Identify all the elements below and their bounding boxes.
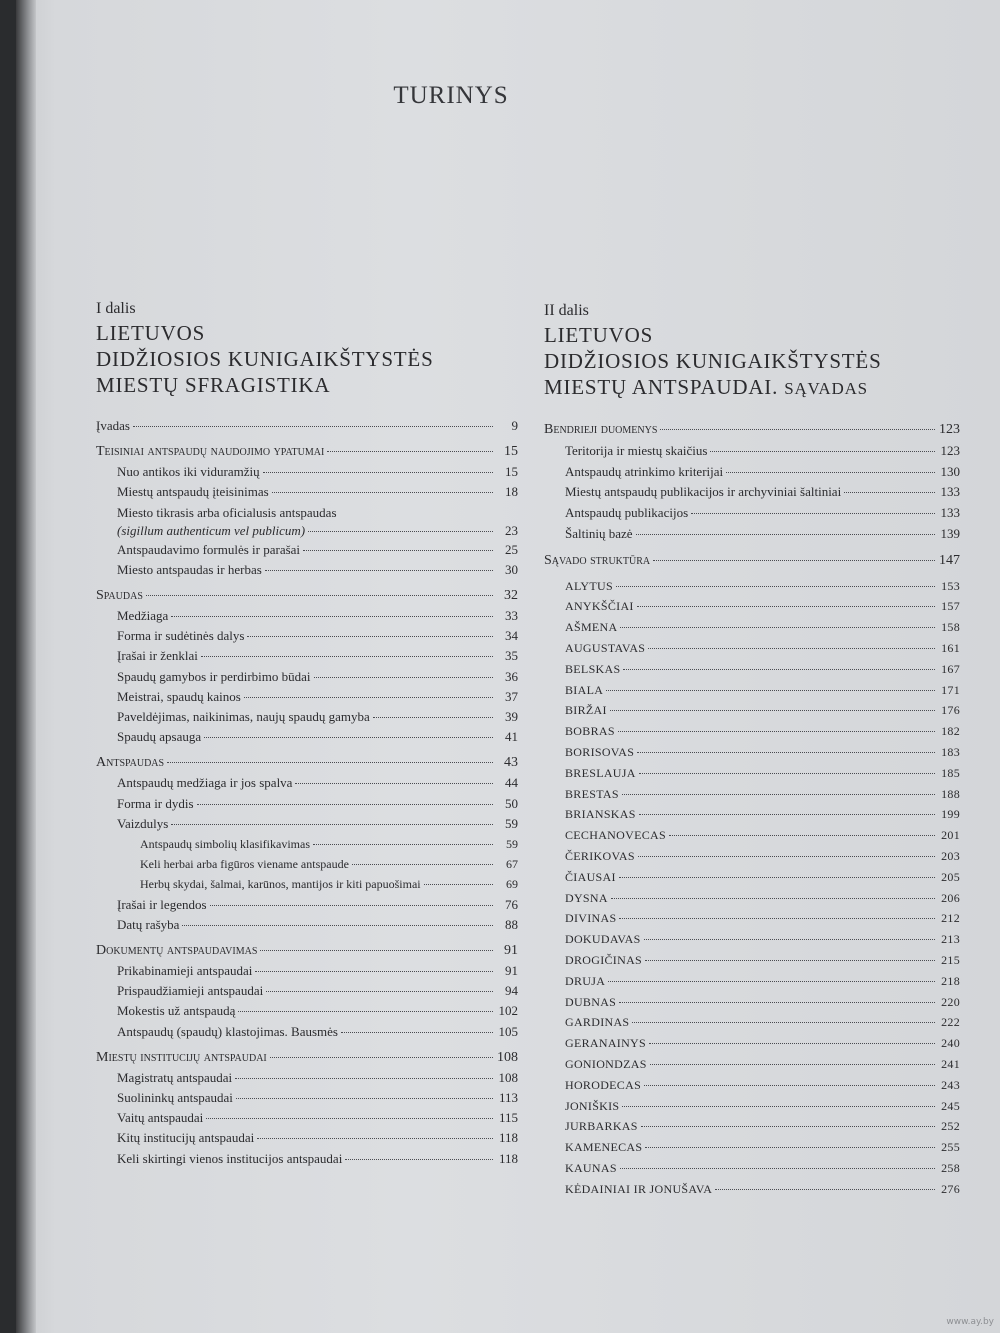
toc-entry[interactable]: Keli skirtingi vienos institucijos antspaudai 118 [117, 1150, 518, 1166]
book-page [16, 0, 1000, 1333]
toc-entry[interactable]: Antspaudų (spaudų) klastojimas. Bausmės 105 [117, 1023, 518, 1039]
part-two-title-line: LIETUVOS [544, 323, 654, 347]
toc-entry[interactable]: Medžiaga 33 [117, 608, 518, 624]
toc-city[interactable]: KĖDAINIAI IR JONUŠAVA 276 [565, 1181, 960, 1196]
toc-entry[interactable]: Teritorija ir miestų skaičius 123 [565, 442, 960, 458]
toc-city[interactable]: AUGUSTAVAS 161 [565, 640, 960, 655]
toc-entry[interactable]: Mokestis už antspaudą 102 [117, 1003, 518, 1019]
toc-entry[interactable]: Kitų institucijų antspaudai 118 [117, 1130, 518, 1146]
toc-entry[interactable]: Miestų antspaudų publikacijos ir archyviniai šaltiniai 133 [565, 484, 960, 500]
toc-entry[interactable]: Datų rašyba 88 [117, 916, 518, 932]
toc-city[interactable]: DOKUDAVAS 213 [565, 932, 960, 947]
toc-city[interactable]: ALYTUS 153 [565, 578, 960, 593]
toc-subentry[interactable]: Keli herbai arba figūros viename antspaude 67 [140, 857, 518, 872]
part-one-label: I dalis [96, 300, 136, 317]
toc-city[interactable]: GARDINAS 222 [565, 1015, 960, 1030]
part-one-toc [96, 416, 518, 1169]
toc-entry[interactable]: Suolininkų antspaudai 113 [117, 1090, 518, 1106]
toc-city[interactable]: BRIANSKAS 199 [565, 807, 960, 822]
toc-entry[interactable]: Antspaudų publikacijos 133 [565, 505, 960, 521]
toc-city[interactable]: DROGIČINAS 215 [565, 952, 960, 967]
toc-section[interactable]: Bendrieji duomenys 123 [544, 422, 960, 437]
page-title: TURINYS [393, 82, 509, 109]
toc-entry[interactable]: Antspaudavimo formulės ir parašai 25 [117, 541, 518, 557]
toc-section[interactable]: Teisiniai antspaudų naudojimo ypatumai 15 [96, 444, 518, 460]
part-one-title-line: LIETUVOS [96, 321, 206, 345]
toc-city[interactable]: BIALA 171 [565, 682, 960, 697]
toc-entry[interactable]: Nuo antikos iki viduramžių 15 [117, 464, 518, 480]
part-two-label: II dalis [544, 302, 589, 319]
toc-subentry[interactable]: Antspaudų simbolių klasifikavimas 59 [140, 837, 518, 852]
toc-entry[interactable]: Įvadas 9 [96, 418, 518, 433]
toc-section[interactable]: Antspaudas 43 [96, 755, 518, 771]
toc-entry[interactable]: Prikabinamieji antspaudai 91 [117, 963, 518, 979]
toc-subentry[interactable]: Herbų skydai, šalmai, karūnos, mantijos ir kiti papuošimai 69 [140, 877, 518, 892]
toc-entry[interactable]: Spaudų gamybos ir perdirbimo būdai 36 [117, 668, 518, 684]
part-two-toc [544, 420, 960, 1199]
toc-entry[interactable]: Spaudų apsauga 41 [117, 729, 518, 745]
part-one-title-line: DIDŽIOSIOS KUNIGAIKŠTYSTĖS [96, 347, 434, 371]
toc-city[interactable]: DIVINAS 212 [565, 911, 960, 926]
part-one-title-line: MIESTŲ SFRAGISTIKA [96, 373, 331, 397]
toc-city[interactable]: DUBNAS 220 [565, 994, 960, 1009]
toc-entry[interactable]: Forma ir dydis 50 [117, 795, 518, 811]
toc-city[interactable]: ČIAUSAI 205 [565, 869, 960, 884]
toc-city[interactable]: BRESLAUJA 185 [565, 765, 960, 780]
toc-entry[interactable]: Antspaudų atrinkimo kriterijai 130 [565, 463, 960, 479]
toc-entry[interactable]: Forma ir sudėtinės dalys 34 [117, 628, 518, 644]
toc-city[interactable]: DRUJA 218 [565, 973, 960, 988]
toc-city[interactable]: BRESTAS 188 [565, 786, 960, 801]
toc-entry[interactable]: Miestų antspaudų įteisinimas 18 [117, 484, 518, 500]
toc-city[interactable]: GERANAINYS 240 [565, 1036, 960, 1051]
toc-city[interactable]: BIRŽAI 176 [565, 703, 960, 718]
toc-city[interactable]: JURBARKAS 252 [565, 1119, 960, 1134]
watermark: www.ay.by [946, 1317, 994, 1327]
toc-city[interactable]: GONIONDZAS 241 [565, 1056, 960, 1071]
toc-entry[interactable]: Įrašai ir ženklai 35 [117, 648, 518, 664]
toc-entry-continued[interactable]: (sigillum authenticum vel publicum) 23 [117, 522, 518, 538]
toc-city[interactable]: AŠMENA 158 [565, 620, 960, 635]
toc-entry[interactable]: Vaitų antspaudai 115 [117, 1110, 518, 1126]
toc-entry[interactable]: Miesto antspaudas ir herbas 30 [117, 561, 518, 577]
toc-city[interactable]: BORISOVAS 183 [565, 744, 960, 759]
toc-city[interactable]: CECHANOVECAS 201 [565, 828, 960, 843]
toc-entry[interactable]: Įrašai ir legendos 76 [117, 896, 518, 912]
toc-section[interactable]: Sąvado struktūra 147 [544, 552, 960, 568]
toc-city[interactable]: ANYKŠČIAI 157 [565, 599, 960, 614]
toc-section[interactable]: Spaudas 32 [96, 588, 518, 604]
part-one-column [96, 300, 518, 1169]
part-one-title [96, 320, 518, 398]
toc-city[interactable]: KAMENECAS 255 [565, 1140, 960, 1155]
toc-entry[interactable]: Miesto tikrasis arba oficialusis antspaudas [117, 504, 337, 520]
toc-city[interactable]: BELSKAS 167 [565, 661, 960, 676]
toc-city[interactable]: BOBRAS 182 [565, 724, 960, 739]
toc-city[interactable]: DYSNA 206 [565, 890, 960, 905]
toc-entry[interactable]: Prispaudžiamieji antspaudai 94 [117, 983, 518, 999]
toc-entry[interactable]: Meistrai, spaudų kainos 37 [117, 688, 518, 704]
toc-entry[interactable]: Magistratų antspaudai 108 [117, 1069, 518, 1085]
toc-entry[interactable]: Vaizdulys 59 [117, 815, 518, 831]
toc-section[interactable]: Miestų institucijų antspaudai 108 [96, 1049, 518, 1065]
toc-entry[interactable]: Paveldėjimas, naikinimas, naujų spaudų gamyba 39 [117, 709, 518, 725]
part-two-title [544, 322, 960, 402]
toc-city[interactable]: ČERIKOVAS 203 [565, 848, 960, 863]
part-two-column [544, 302, 960, 1199]
toc-section[interactable]: Dokumentų antspaudavimas 91 [96, 943, 518, 959]
part-two-title-line: MIESTŲ ANTSPAUDAI. SĄVADAS [544, 375, 868, 399]
toc-entry[interactable]: Antspaudų medžiaga ir jos spalva 44 [117, 775, 518, 791]
toc-city[interactable]: KAUNAS 258 [565, 1160, 960, 1175]
toc-city[interactable]: JONIŠKIS 245 [565, 1098, 960, 1113]
toc-entry[interactable]: Šaltinių bazė 139 [565, 525, 960, 541]
toc-city[interactable]: HORODECAS 243 [565, 1077, 960, 1092]
part-two-title-line: DIDŽIOSIOS KUNIGAIKŠTYSTĖS [544, 349, 882, 373]
book-spine [16, 0, 36, 1333]
